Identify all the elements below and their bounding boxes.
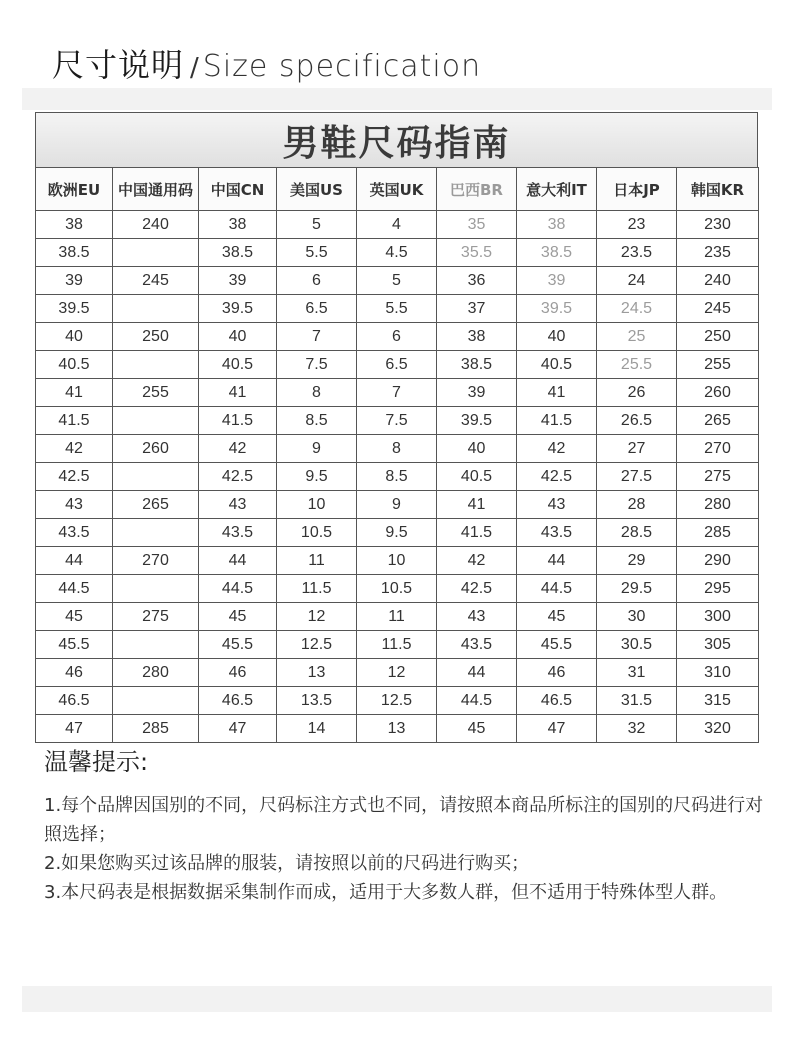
table-cell: 39	[36, 267, 113, 295]
table-cell: 45.5	[36, 631, 113, 659]
table-cell: 38	[517, 211, 597, 239]
table-row	[36, 631, 759, 659]
table-cell: 8.5	[277, 407, 357, 435]
table-cell: 44	[437, 659, 517, 687]
column-header: 韩国KR	[677, 168, 759, 211]
table-cell: 43	[199, 491, 277, 519]
table-cell: 26.5	[597, 407, 677, 435]
tips-title: 温馨提示:	[44, 748, 149, 776]
table-row	[36, 575, 759, 603]
table-row	[36, 379, 759, 407]
table-cell: 45.5	[517, 631, 597, 659]
table-row	[36, 519, 759, 547]
table-cell: 42.5	[36, 463, 113, 491]
table-cell: 13	[357, 715, 437, 743]
table-cell	[113, 239, 199, 267]
table-cell: 42	[199, 435, 277, 463]
table-cell: 9	[277, 435, 357, 463]
table-cell: 38	[437, 323, 517, 351]
table-cell: 41.5	[199, 407, 277, 435]
tips-section	[44, 742, 764, 907]
table-cell: 240	[113, 211, 199, 239]
column-header: 欧洲EU	[36, 168, 113, 211]
table-cell: 44	[517, 547, 597, 575]
table-cell: 7	[277, 323, 357, 351]
table-cell: 39.5	[36, 295, 113, 323]
table-cell: 44.5	[199, 575, 277, 603]
table-cell: 7.5	[277, 351, 357, 379]
table-cell: 270	[113, 547, 199, 575]
table-row	[36, 435, 759, 463]
table-cell: 5	[277, 211, 357, 239]
table-cell: 41	[437, 491, 517, 519]
table-cell: 42	[437, 547, 517, 575]
table-row	[36, 211, 759, 239]
table-cell: 44	[199, 547, 277, 575]
table-cell: 46	[199, 659, 277, 687]
table-cell: 305	[677, 631, 759, 659]
table-cell: 10.5	[357, 575, 437, 603]
table-cell	[113, 295, 199, 323]
column-header: 巴西BR	[437, 168, 517, 211]
table-cell: 39	[437, 379, 517, 407]
table-cell: 46	[517, 659, 597, 687]
table-cell: 27	[597, 435, 677, 463]
table-cell: 260	[113, 435, 199, 463]
table-cell	[113, 687, 199, 715]
table-cell: 320	[677, 715, 759, 743]
table-cell: 300	[677, 603, 759, 631]
column-header: 中国CN	[199, 168, 277, 211]
table-cell: 250	[113, 323, 199, 351]
table-cell: 44	[36, 547, 113, 575]
table-cell: 38.5	[199, 239, 277, 267]
table-cell: 41	[199, 379, 277, 407]
table-cell: 38.5	[437, 351, 517, 379]
table-cell: 41.5	[517, 407, 597, 435]
table-row	[36, 323, 759, 351]
table-cell: 30.5	[597, 631, 677, 659]
column-header: 美国US	[277, 168, 357, 211]
table-cell: 23.5	[597, 239, 677, 267]
table-cell: 11	[357, 603, 437, 631]
table-cell: 41	[517, 379, 597, 407]
table-cell: 9	[357, 491, 437, 519]
table-row	[36, 267, 759, 295]
table-row	[36, 547, 759, 575]
table-header-row	[36, 168, 759, 211]
page-header	[52, 40, 481, 90]
table-cell: 40.5	[437, 463, 517, 491]
column-header: 意大利IT	[517, 168, 597, 211]
table-cell: 47	[517, 715, 597, 743]
table-cell: 13	[277, 659, 357, 687]
title-separator: /	[190, 53, 199, 83]
table-row	[36, 715, 759, 743]
tip-item: 1.每个品牌因国别的不同，尺码标注方式也不同，请按照本商品所标注的国别的尺码进行对照选择；	[44, 795, 764, 845]
table-cell: 5.5	[357, 295, 437, 323]
table-cell: 11	[277, 547, 357, 575]
table-cell: 40.5	[199, 351, 277, 379]
size-table	[35, 167, 759, 743]
table-cell: 265	[677, 407, 759, 435]
table-row	[36, 295, 759, 323]
table-cell: 6	[357, 323, 437, 351]
table-cell: 230	[677, 211, 759, 239]
table-cell: 44.5	[517, 575, 597, 603]
page-title-cn: 尺寸说明	[52, 46, 185, 84]
table-cell: 43	[517, 491, 597, 519]
table-cell: 42	[36, 435, 113, 463]
tip-item: 2.如果您购买过该品牌的服装，请按照以前的尺码进行购买；	[44, 853, 530, 874]
table-cell: 5.5	[277, 239, 357, 267]
table-cell: 240	[677, 267, 759, 295]
table-cell: 260	[677, 379, 759, 407]
table-cell: 42	[517, 435, 597, 463]
table-cell: 30	[597, 603, 677, 631]
table-cell: 40	[36, 323, 113, 351]
table-cell: 6.5	[357, 351, 437, 379]
column-header: 中国通用码	[113, 168, 199, 211]
table-cell: 46	[36, 659, 113, 687]
table-cell: 12	[277, 603, 357, 631]
table-cell: 46.5	[36, 687, 113, 715]
table-cell: 43	[437, 603, 517, 631]
table-cell	[113, 519, 199, 547]
table-cell: 8	[357, 435, 437, 463]
table-cell: 36	[437, 267, 517, 295]
table-cell: 10	[357, 547, 437, 575]
table-cell: 24.5	[597, 295, 677, 323]
size-chart	[35, 112, 758, 743]
table-cell: 250	[677, 323, 759, 351]
table-cell: 12.5	[357, 687, 437, 715]
table-row	[36, 659, 759, 687]
table-cell: 37	[437, 295, 517, 323]
table-row	[36, 351, 759, 379]
table-cell: 38.5	[517, 239, 597, 267]
table-cell: 39	[199, 267, 277, 295]
table-cell: 4	[357, 211, 437, 239]
table-cell: 29.5	[597, 575, 677, 603]
table-cell: 10	[277, 491, 357, 519]
table-cell: 23	[597, 211, 677, 239]
table-cell: 14	[277, 715, 357, 743]
table-cell: 26	[597, 379, 677, 407]
table-cell: 280	[677, 491, 759, 519]
table-cell: 40.5	[517, 351, 597, 379]
table-cell: 41	[36, 379, 113, 407]
table-cell: 41.5	[36, 407, 113, 435]
table-row	[36, 491, 759, 519]
table-cell: 45.5	[199, 631, 277, 659]
table-cell: 38	[36, 211, 113, 239]
table-cell: 7.5	[357, 407, 437, 435]
table-row	[36, 687, 759, 715]
table-cell: 12.5	[277, 631, 357, 659]
table-cell: 6	[277, 267, 357, 295]
table-cell: 5	[357, 267, 437, 295]
table-cell: 9.5	[357, 519, 437, 547]
table-cell: 8	[277, 379, 357, 407]
table-cell: 28	[597, 491, 677, 519]
table-cell: 40	[199, 323, 277, 351]
table-cell: 275	[677, 463, 759, 491]
table-cell: 43.5	[437, 631, 517, 659]
table-cell	[113, 575, 199, 603]
table-cell: 295	[677, 575, 759, 603]
table-cell: 310	[677, 659, 759, 687]
column-header: 英国UK	[357, 168, 437, 211]
table-cell: 42.5	[437, 575, 517, 603]
table-cell: 25	[597, 323, 677, 351]
table-cell: 45	[517, 603, 597, 631]
table-cell: 40.5	[36, 351, 113, 379]
table-cell: 44.5	[36, 575, 113, 603]
table-cell	[113, 463, 199, 491]
size-chart-title: 男鞋尺码指南	[35, 112, 758, 167]
table-cell: 43.5	[517, 519, 597, 547]
table-row	[36, 239, 759, 267]
table-cell: 35	[437, 211, 517, 239]
table-cell: 42.5	[517, 463, 597, 491]
table-cell: 41.5	[437, 519, 517, 547]
tip-item: 3.本尺码表是根据数据采集制作而成，适用于大多数人群，但不适用于特殊体型人群。	[44, 882, 728, 903]
table-cell: 290	[677, 547, 759, 575]
table-cell: 275	[113, 603, 199, 631]
table-cell: 39.5	[199, 295, 277, 323]
table-cell: 8.5	[357, 463, 437, 491]
table-cell: 265	[113, 491, 199, 519]
table-cell: 44.5	[437, 687, 517, 715]
table-cell: 270	[677, 435, 759, 463]
table-cell	[113, 631, 199, 659]
table-cell: 28.5	[597, 519, 677, 547]
column-header: 日本JP	[597, 168, 677, 211]
table-cell: 11.5	[357, 631, 437, 659]
table-cell: 43	[36, 491, 113, 519]
page-title-en: Size specification	[202, 49, 482, 84]
table-cell	[113, 407, 199, 435]
table-cell: 285	[113, 715, 199, 743]
table-cell: 46.5	[517, 687, 597, 715]
table-cell: 38.5	[36, 239, 113, 267]
table-cell: 9.5	[277, 463, 357, 491]
table-cell: 11.5	[277, 575, 357, 603]
top-divider-bar	[22, 88, 772, 110]
table-cell: 45	[199, 603, 277, 631]
table-cell: 24	[597, 267, 677, 295]
table-cell: 39	[517, 267, 597, 295]
table-row	[36, 463, 759, 491]
table-cell: 6.5	[277, 295, 357, 323]
table-cell: 43.5	[36, 519, 113, 547]
table-cell: 45	[437, 715, 517, 743]
table-cell: 35.5	[437, 239, 517, 267]
table-cell: 13.5	[277, 687, 357, 715]
table-cell: 31.5	[597, 687, 677, 715]
table-cell: 4.5	[357, 239, 437, 267]
table-cell: 245	[113, 267, 199, 295]
table-cell: 29	[597, 547, 677, 575]
table-cell: 47	[199, 715, 277, 743]
table-cell	[113, 351, 199, 379]
table-cell: 39.5	[437, 407, 517, 435]
table-cell: 25.5	[597, 351, 677, 379]
bottom-divider-bar	[22, 986, 772, 1012]
table-cell: 32	[597, 715, 677, 743]
table-row	[36, 407, 759, 435]
table-cell: 40	[437, 435, 517, 463]
table-cell: 255	[677, 351, 759, 379]
table-row	[36, 603, 759, 631]
table-body	[36, 211, 759, 743]
table-cell: 12	[357, 659, 437, 687]
table-cell: 47	[36, 715, 113, 743]
table-cell: 39.5	[517, 295, 597, 323]
table-cell: 255	[113, 379, 199, 407]
table-cell: 235	[677, 239, 759, 267]
table-cell: 245	[677, 295, 759, 323]
table-cell: 42.5	[199, 463, 277, 491]
table-cell: 45	[36, 603, 113, 631]
table-cell: 40	[517, 323, 597, 351]
table-cell: 315	[677, 687, 759, 715]
table-cell: 31	[597, 659, 677, 687]
table-cell: 46.5	[199, 687, 277, 715]
table-cell: 7	[357, 379, 437, 407]
table-cell: 285	[677, 519, 759, 547]
table-cell: 43.5	[199, 519, 277, 547]
table-cell: 27.5	[597, 463, 677, 491]
table-cell: 10.5	[277, 519, 357, 547]
table-cell: 38	[199, 211, 277, 239]
table-cell: 280	[113, 659, 199, 687]
